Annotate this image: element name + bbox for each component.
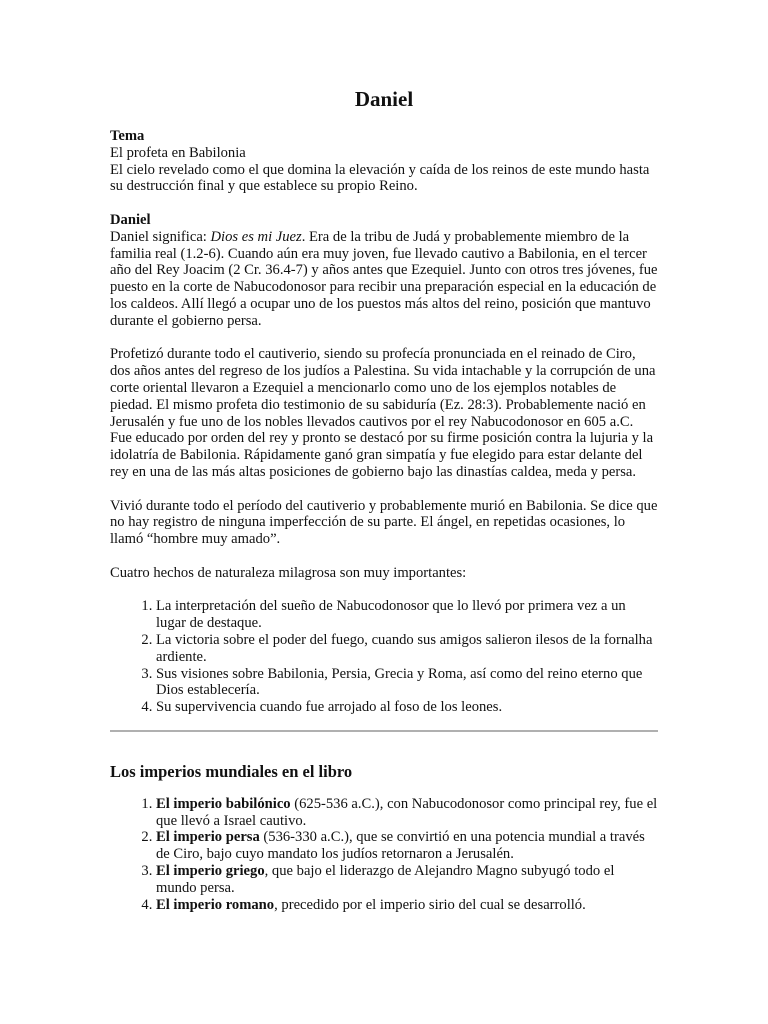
tema-subtitle: El profeta en Babilonia: [110, 144, 246, 161]
page-title: Daniel: [354, 87, 414, 111]
list-item: 2. La victoria sobre el poder del fuego, cuando sus amigos salieron ilesos de la fornalha ardiente.: [156, 632, 658, 666]
daniel-paragraph-4: Cuatro hechos de naturaleza milagrosa son muy importantes:: [110, 564, 467, 581]
list-item: [156, 796, 658, 830]
tema-description: El cielo revelado como el que domina la elevación y caída de los reinos de este mundo hasta su destrucción final y que establece su propio Reino.: [110, 161, 650, 195]
empire-text: (625-536 a.C.), con Nabucodonosor como principal rey, fue el que llevó a Israel cautivo.: [156, 795, 658, 829]
list-item: 4. Su supervivencia cuando fue arrojado al foso de los leones.: [156, 699, 658, 716]
horizontal-divider: [110, 730, 658, 732]
list-item: 1. La interpretación del sueño de Nabucodonosor que lo llevó por primera vez a un lugar de destaque.: [156, 598, 658, 632]
empires-list: [110, 796, 658, 914]
empire-name: El imperio griego: [156, 863, 265, 880]
miracles-list: [110, 598, 658, 716]
empire-name: El imperio persa: [156, 829, 260, 846]
paragraph-1-rest: . Era de la tribu de Judá y probablemente miembro de la familia real (1.2-6). Cuando aún era muy joven, fue llevado cautivo a Babilonia, en el tercer año del Rey Joacim (2 Cr. 36.4-7) y años antes que Ezequiel. Junto con otros tres jóvenes, fue puesto en la corte de Nabucodonosor para recibir una preparación especial en la educación de los caldeos. Allí llegó a ocupar uno de los puestos más altos del reino, posición que mantuvo durante el gobierno persa.: [110, 228, 658, 329]
tema-section: [110, 128, 658, 195]
daniel-section: [110, 212, 658, 716]
empire-text: , precedido por el imperio sirio del cual se desarrolló.: [274, 896, 586, 913]
list-item: [156, 829, 658, 863]
empire-text: (536-330 a.C.), que se convirtió en una potencia mundial a través de Ciro, bajo cuyo mandato los judíos retornaron a Jerusalén.: [156, 829, 645, 863]
list-item: [156, 897, 658, 914]
list-item: [156, 863, 658, 897]
document-page: [110, 84, 658, 913]
meaning-italic: Dios es mi Juez: [210, 228, 302, 245]
daniel-heading: Daniel: [110, 211, 151, 228]
empire-name: El imperio romano: [156, 896, 275, 913]
empire-text: , que bajo el liderazgo de Alejandro Magno subyugó todo el mundo persa.: [156, 863, 615, 896]
daniel-paragraph-2: Profetizó durante todo el cautiverio, siendo su profecía pronunciada en el reinado de Ciro, dos años antes del regreso de los judíos a Palestina. Su vida intachable y la corrupción de una corte oriental llevaron a Ezequiel a mencionarlo como uno de los ejemplos notables de piedad. El mismo profeta dio testimonio de su sabiduría (Ez. 28:3). Probablemente nació en Jerusalén y fue uno de los nobles llevados cautivos por el rey Nabucodonosor en 605 a.C. Fue educado por orden del rey y pronto se destacó por su firme posición contra la lujuria y la idolatría de Babilonia. Rápidamente ganó gran simpatía y fue elegido para estar delante del rey en una de las más altas posiciones de gobierno bajo las dinastías caldea, meda y persa.: [110, 346, 656, 480]
tema-heading: Tema: [110, 128, 145, 144]
daniel-paragraph-1: [110, 229, 658, 330]
daniel-paragraph-3: Vivió durante todo el período del cautiverio y probablemente murió en Babilonia. Se dice que no hay registro de ninguna imperfección de su parte. El ángel, en repetidas ocasiones, lo llamó “hombre muy amado”.: [110, 497, 658, 548]
meaning-prefix: Daniel significa:: [110, 228, 211, 245]
empires-heading: Los imperios mundiales en el libro: [110, 761, 353, 781]
list-item: 3. Sus visiones sobre Babilonia, Persia, Grecia y Roma, así como del reino eterno que Dios establecería.: [156, 666, 658, 700]
empire-name: El imperio babilónico: [156, 795, 291, 812]
